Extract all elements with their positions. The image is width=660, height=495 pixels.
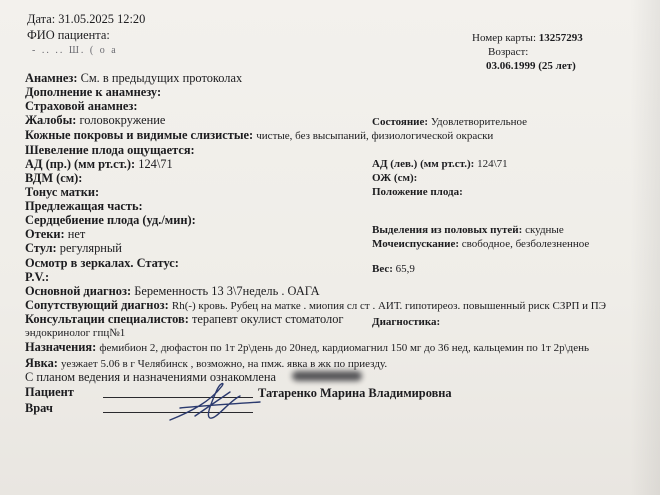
card-number — [472, 31, 583, 45]
patient-signature-label: Пациент — [25, 385, 74, 399]
pv-label: P.V.: — [25, 270, 50, 284]
weight-value: 65,9 — [395, 263, 415, 275]
acquainted-statement: С планом ведения и назначениями ознакомлена — [25, 370, 277, 384]
patient-name-value: - .. .. Ш. ( о а — [32, 45, 118, 56]
prescriptions-row — [25, 340, 635, 355]
stool-row — [25, 241, 122, 255]
consultations-label: Консультации специалистов: — [25, 312, 189, 326]
skin-row — [25, 128, 493, 143]
edema-row — [25, 227, 85, 241]
visit-value: уезжает 5.06 в г Челябинск , возможно, на пмж. явка в жк по приезду. — [61, 358, 388, 370]
state-row — [372, 115, 527, 129]
co-diagnosis-value: Rh(-) кровь. Рубец на матке . миопия сл ст . АИТ. гипотиреоз. повышенный риск СЗРП и ПЭ — [171, 300, 606, 312]
fetal-movement-label: Шевеление плода ощущается: — [25, 143, 195, 157]
main-diagnosis-value: Беременность 13 3\7недель . ОАГА — [134, 284, 320, 298]
complaints-row — [25, 113, 165, 127]
main-diagnosis-row — [25, 284, 320, 298]
card-number-value: 13257293 — [538, 32, 583, 44]
prescriptions-label: Назначения: — [25, 340, 97, 354]
urination-row — [372, 237, 589, 251]
bp-left-label: АД (лев.) (мм рт.ст.): — [372, 158, 475, 170]
urination-label: Мочеиспускание: — [372, 238, 460, 250]
stool-value: регулярный — [59, 241, 122, 255]
date-line: Дата: 31.05.2025 12:20 — [27, 12, 146, 26]
card-number-label: Номер карты: — [472, 32, 536, 44]
edema-value: нет — [67, 227, 86, 241]
skin-label: Кожные покровы и видимые слизистые: — [25, 128, 254, 142]
skin-value: чистые, без высыпаний, физиологической окраски — [256, 130, 494, 142]
diagnostics-label: Диагностика: — [372, 316, 441, 328]
discharge-label: Выделения из половых путей: — [372, 224, 523, 236]
complaints-value: головокружение — [79, 113, 166, 127]
bp-right-label: АД (пр.) (мм рт.ст.): — [25, 157, 136, 171]
age-value: 03.06.1999 (25 лет) — [486, 60, 576, 72]
consultations-row — [25, 312, 344, 326]
page-shadow — [630, 0, 660, 495]
discharge-row — [372, 223, 564, 237]
bp-left-row — [372, 157, 508, 171]
anamnesis-addition-label: Дополнение к анамнезу: — [25, 85, 162, 99]
anamnesis-row — [25, 71, 242, 85]
state-label: Состояние: — [372, 116, 429, 128]
anamnesis-value: См. в предыдущих протоколах — [80, 71, 243, 85]
state-value: Удовлетворительное — [430, 116, 527, 128]
anamnesis-label: Анамнез: — [25, 71, 78, 85]
bp-left-value: 124\71 — [477, 158, 508, 170]
weight-label: Вес: — [372, 263, 393, 275]
main-diagnosis-label: Основной диагноз: — [25, 284, 132, 298]
fetal-heartbeat-label: Сердцебиение плода (уд./мин): — [25, 213, 196, 227]
edema-label: Отеки: — [25, 227, 65, 241]
doctor-signature-label: Врач — [25, 401, 53, 415]
consultations-value: терапевт окулист стоматолог — [191, 312, 344, 326]
doctor-name: Татаренко Марина Владимировна — [258, 386, 452, 400]
oj-label: ОЖ (см): — [372, 172, 418, 184]
uterus-tone-label: Тонус матки: — [25, 185, 100, 199]
insurance-label: Страховой анамнез: — [25, 99, 138, 113]
patient-name-label: ФИО пациента: — [27, 28, 110, 42]
complaints-label: Жалобы: — [25, 113, 77, 127]
stool-label: Стул: — [25, 241, 57, 255]
co-diagnosis-row — [25, 298, 635, 313]
bp-right-value: 124\71 — [138, 157, 173, 171]
consultations-value-line2: эндокринолог гпц№1 — [25, 327, 126, 339]
handwritten-signature — [150, 372, 270, 432]
urination-value: свободное, безболезненное — [461, 238, 590, 250]
co-diagnosis-label: Сопутствующий диагноз: — [25, 298, 169, 312]
visit-label: Явка: — [25, 356, 58, 370]
redacted-name — [292, 371, 362, 381]
bp-right-row — [25, 157, 173, 171]
weight-row — [372, 262, 415, 276]
visit-row — [25, 356, 387, 371]
fetal-position-label: Положение плода: — [372, 186, 463, 198]
presenting-part-label: Предлежащая часть: — [25, 199, 143, 213]
vdm-label: ВДМ (см): — [25, 171, 83, 185]
age-label: Возраст: — [488, 46, 529, 58]
speculum-exam-label: Осмотр в зеркалах. Статус: — [25, 256, 179, 270]
prescriptions-value: фемибион 2, дюфастон по 1т 2р\день до 20нед, кардиомагнил 150 мг до 36 нед, кальцемин по 1т 2р\день — [99, 342, 590, 354]
discharge-value: скудные — [525, 224, 564, 236]
